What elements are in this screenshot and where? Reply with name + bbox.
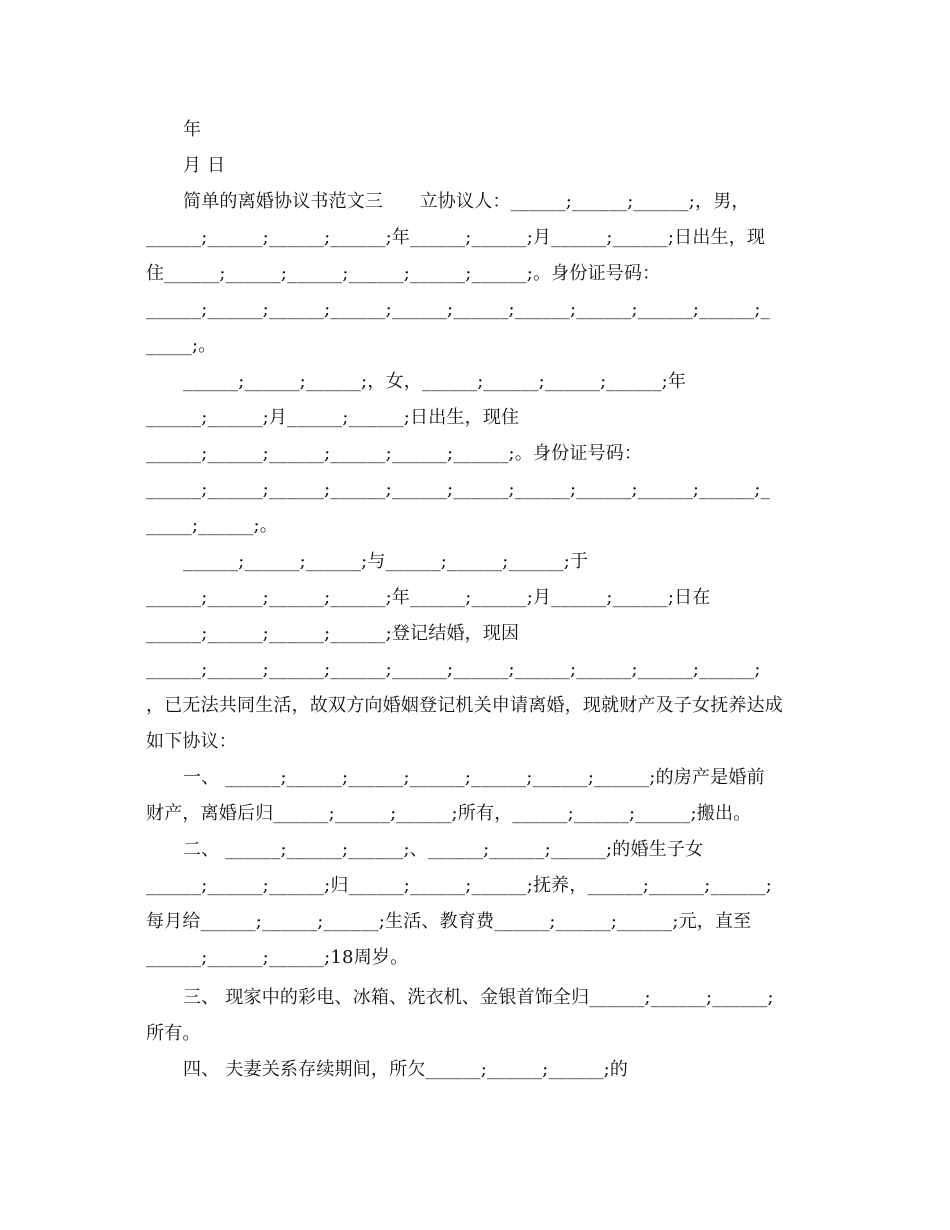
text-line: 如下协议：: [146, 731, 237, 752]
text-line: 住______;______;______;______;______;______;。身份证号码：: [146, 263, 661, 284]
text-line: ______;______;______;归______;______;______;抚养，______;______;______;: [146, 875, 772, 896]
text-line: ______;______;______;______;______;______;______;______;______;______;: [146, 659, 761, 680]
text-line: ______;______;______;______;______;______;______;______;______;______;_: [146, 299, 770, 320]
text-line: ______;______;______;______;______;______;。身份证号码：: [146, 443, 643, 464]
clause-four: 四、 夫妻关系存续期间，所欠______;______;______;的: [183, 1059, 629, 1080]
text-line-party-female: ______;______;______;，女，______;______;______;______;年: [183, 371, 687, 392]
clause-two: 二、 ______;______;______;、______;______;______;的婚生子女: [183, 839, 704, 860]
text-line: 所有。: [146, 1023, 201, 1044]
clause-one: 一、 ______;______;______;______;______;______;______;的房产是婚前: [183, 767, 765, 788]
text-line-marriage: ______;______;______;与______;______;______;于: [183, 551, 589, 572]
text-line: 财产，离婚后归______;______;______;所有，______;______;______;搬出。: [146, 803, 752, 824]
text-line: ______;______;______;18周岁。: [146, 947, 409, 968]
clause-three: 三、 现家中的彩电、冰箱、洗衣机、金银首饰全归______;______;______;: [183, 987, 774, 1008]
text-line-title-party: 简单的离婚协议书范文三 立协议人：______;______;______;，男，: [183, 191, 750, 212]
text-line: ______;______;______;______;年______;______;月______;______;日出生，现: [146, 227, 766, 248]
text-line-year: 年: [183, 119, 202, 140]
text-line: ______;______;______;______;登记结婚，现因: [146, 623, 520, 644]
text-line: ，已无法共同生活，故双方向婚姻登记机关申请离婚，现就财产及子女抚养达成: [146, 695, 783, 716]
text-line: ______;______;______;______;______;______;______;______;______;______;_: [146, 479, 770, 500]
text-line: 每月给______;______;______;生活、教育费______;______;______;元，直至: [146, 911, 752, 932]
text-line: _____;______;。: [146, 515, 278, 536]
text-line-month-day: 月 日: [183, 155, 226, 176]
text-line: ______;______;______;______;年______;______;月______;______;日在: [146, 587, 711, 608]
text-line: _____;。: [146, 335, 217, 356]
text-line: ______;______;月______;______;日出生，现住: [146, 407, 520, 428]
